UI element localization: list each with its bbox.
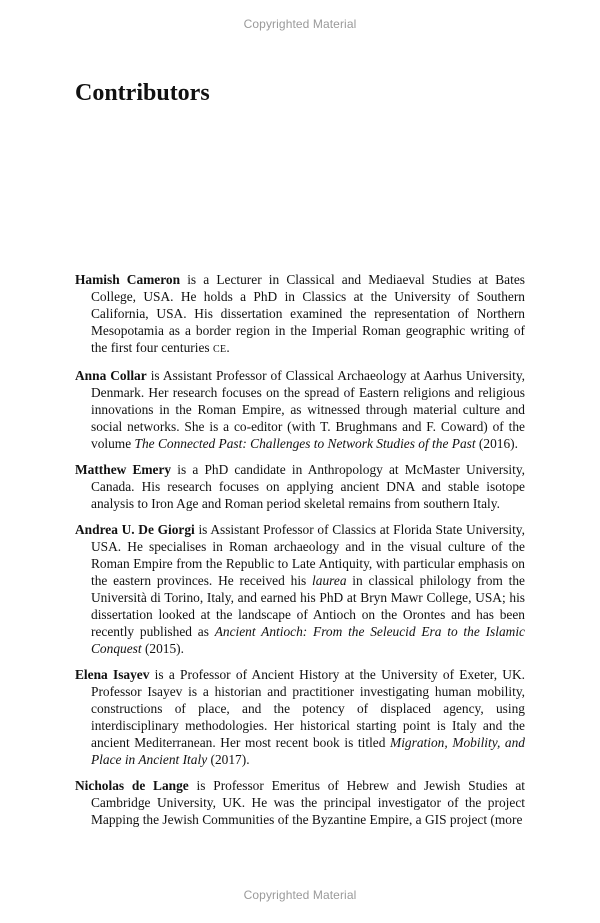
chapter-title: Contributors — [75, 80, 210, 106]
contributor-name: Elena Isayev — [75, 667, 150, 682]
era-abbreviation: CE — [212, 344, 227, 355]
book-title: The Connected Past: Challenges to Network Studies of the Past — [134, 436, 476, 451]
contributor-bio: is a Professor of Ancient History at the University of Exeter, UK. Professor Isayev is a historian and practitioner investigating human mobility, constructions of place, and the potency of displaced agency, using interdisciplinary methodologies. Her historical starting point is Italy and the ancient Mediterranean. Her most recent book is titled — [91, 667, 525, 750]
contributor-entry — [75, 271, 525, 358]
bio-tail: (2017). — [207, 752, 250, 767]
bio-tail: (2015). — [141, 641, 184, 656]
contributor-entry — [75, 666, 525, 768]
contributor-entry — [75, 777, 525, 828]
contributor-bio: is Professor Emeritus of Hebrew and Jewish Studies at Cambridge University, UK. He was the principal investigator of the project Mapping the Jewish Communities of the Byzantine Empire, a GIS project (more — [91, 778, 526, 827]
book-title: Migration, Mobility, and Place in Ancient Italy — [91, 735, 525, 767]
contributor-bio: is Assistant Professor of Classical Archaeology at Aarhus University, Denmark. Her research focuses on the spread of Eastern religions and religious innovations in the Roman Empire, as witnessed through material culture and social networks. She is a co-editor (with T. Brughmans and F. Coward) of the volume — [91, 368, 525, 451]
contributor-bio-continued: in classical philology from the Università di Torino, Italy, and earned his PhD at Bryn Mawr College, USA; his dissertation looked at the landscape of Antioch on the Orontes and has been recently published as — [91, 573, 525, 639]
contributor-name: Andrea U. De Giorgi — [75, 522, 195, 537]
copyright-watermark-bottom: Copyrighted Material — [243, 888, 357, 902]
copyright-watermark-top: Copyrighted Material — [243, 17, 357, 31]
contributor-entry — [75, 521, 525, 657]
book-title: Ancient Antioch: From the Seleucid Era to the Islamic Conquest — [91, 624, 525, 656]
contributor-name: Hamish Cameron — [75, 272, 181, 287]
italic-term: laurea — [312, 573, 347, 588]
contributor-bio: is a Lecturer in Classical and Mediaeval Studies at Bates College, USA. He holds a PhD in Classics at the University of Southern California, USA. His dissertation examined the representation of Northern Mesopotamia as a border region in the Imperial Roman geographic writing of the first four centuries — [91, 272, 525, 355]
contributor-name: Anna Collar — [75, 368, 147, 383]
contributor-entry — [75, 461, 525, 512]
contributor-entry — [75, 367, 525, 452]
contributor-bio: is a PhD candidate in Anthropology at McMaster University, Canada. His research focuses on applying ancient DNA and stable isotope analysis to Iron Age and Roman period skeletal remains from southern Italy. — [91, 462, 525, 511]
bio-tail: . — [226, 340, 230, 355]
bio-tail: (2016). — [475, 436, 518, 451]
contributor-name: Nicholas de Lange — [75, 778, 189, 793]
contributor-list — [75, 271, 525, 837]
contributor-bio: is Assistant Professor of Classics at Florida State University, USA. He specialises in Roman archaeology and in the visual culture of the Roman Empire from the Republic to Late Antiquity, with particular emphasis on the eastern provinces. He received his — [91, 522, 525, 588]
contributor-name: Matthew Emery — [75, 462, 172, 477]
